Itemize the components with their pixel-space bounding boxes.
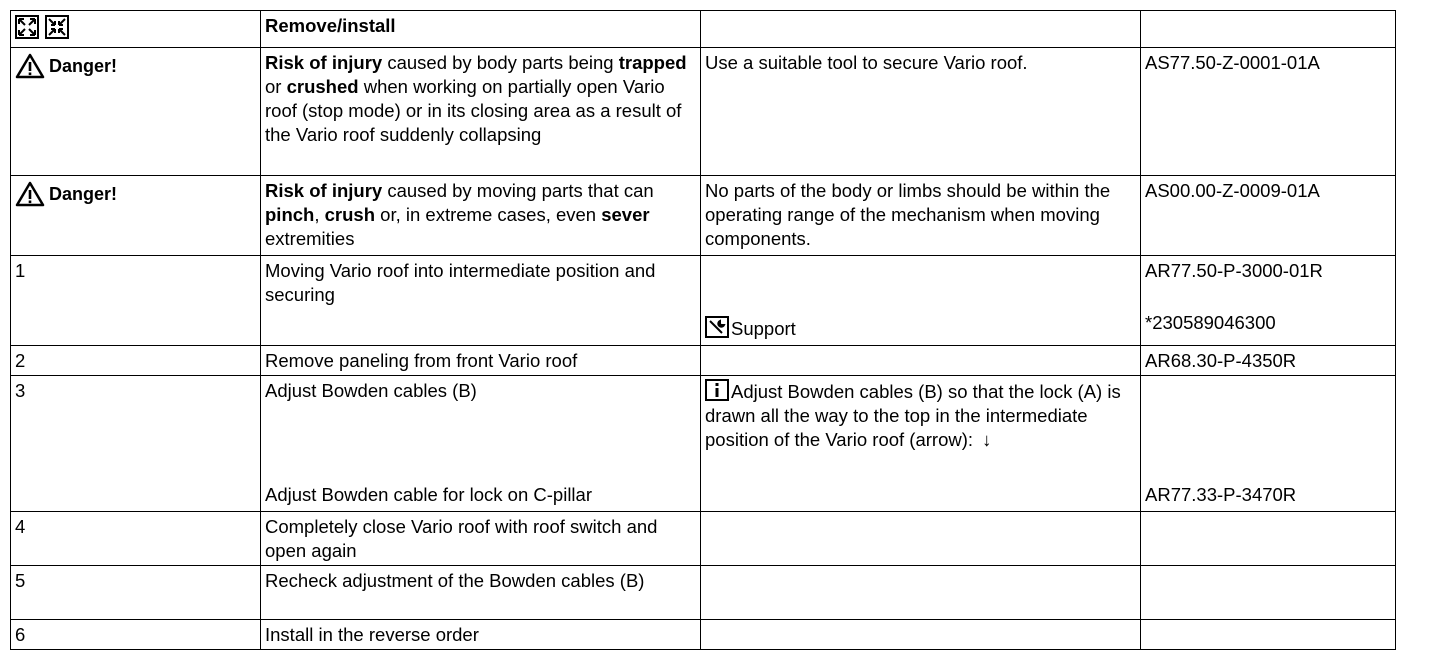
step-number xyxy=(11,620,261,650)
collapse-view-icon[interactable] xyxy=(45,15,69,39)
step-number xyxy=(11,256,261,346)
reference-link[interactable]: AS77.50-Z-0001-01A xyxy=(1145,52,1320,73)
danger-note-text: No parts of the body or limbs should be within the operating range of the mechanism when moving components. xyxy=(705,180,1111,249)
step-number xyxy=(11,566,261,620)
tool-item[interactable] xyxy=(705,318,796,339)
step-ref xyxy=(1141,512,1396,566)
step-note xyxy=(701,512,1141,566)
step-ref xyxy=(1141,256,1396,346)
header-title xyxy=(261,11,701,48)
step-ref xyxy=(1141,376,1396,512)
hazard-text: caused by moving parts that can xyxy=(387,180,654,201)
header-icons-cell xyxy=(11,11,261,48)
step-text xyxy=(261,346,701,376)
danger-description xyxy=(261,48,701,176)
step-number xyxy=(11,376,261,512)
arrow-down-icon: ↓ xyxy=(982,429,992,450)
hazard-term: crush xyxy=(324,204,376,225)
step-text xyxy=(261,376,701,512)
step-text-content: Recheck adjustment of the Bowden cables (B) xyxy=(265,570,645,591)
danger-row xyxy=(11,176,1396,256)
step-note xyxy=(701,620,1141,650)
hazard-text: extremities xyxy=(265,228,355,249)
step-text-content: Remove paneling from front Vario roof xyxy=(265,350,578,371)
hazard-term: trapped xyxy=(618,52,687,73)
hazard-term: crushed xyxy=(286,76,359,97)
danger-label-cell xyxy=(11,176,261,256)
step-tool-cell xyxy=(701,256,1141,346)
step-text-content: Install in the reverse order xyxy=(265,624,479,645)
step-number-text: 1 xyxy=(15,260,26,281)
danger-ref xyxy=(1141,176,1396,256)
info-icon xyxy=(705,379,729,401)
danger-ref xyxy=(1141,48,1396,176)
step-number-text: 3 xyxy=(15,380,26,401)
step-number-text: 5 xyxy=(15,570,26,591)
danger-label: Danger! xyxy=(49,56,118,76)
step-row xyxy=(11,512,1396,566)
warning-triangle-icon xyxy=(15,181,45,207)
danger-description xyxy=(261,176,701,256)
step-ref xyxy=(1141,566,1396,620)
substep-text: Adjust Bowden cable for lock on C-pillar xyxy=(265,484,592,505)
danger-label-cell xyxy=(11,48,261,176)
reference-link[interactable]: AR77.33-P-3470R xyxy=(1145,484,1297,505)
step-row xyxy=(11,256,1396,346)
warning-triangle-icon xyxy=(15,53,45,79)
hazard-term: pinch xyxy=(265,204,315,225)
step-number xyxy=(11,512,261,566)
step-text xyxy=(261,566,701,620)
step-note xyxy=(701,346,1141,376)
step-number-text: 2 xyxy=(15,350,26,371)
info-note-text: Adjust Bowden cables (B) so that the lock (A) is drawn all the way to the top in the intermediate position of the Vario roof (arrow): xyxy=(705,381,1121,450)
step-row xyxy=(11,346,1396,376)
tool-label: Support xyxy=(731,318,796,339)
hazard-term: sever xyxy=(601,204,650,225)
step-text-content: Completely close Vario roof with roof switch and open again xyxy=(265,516,658,561)
reference-link[interactable]: AS00.00-Z-0009-01A xyxy=(1145,180,1320,201)
step-ref xyxy=(1141,346,1396,376)
hazard-text: caused by body parts being xyxy=(387,52,619,73)
step-ref xyxy=(1141,620,1396,650)
step-text-content: Moving Vario roof into intermediate position and securing xyxy=(265,260,656,305)
hazard-term: Risk of injury xyxy=(265,52,388,73)
hazard-term: Risk of injury xyxy=(265,180,388,201)
header-col3 xyxy=(701,11,1141,48)
danger-note xyxy=(701,48,1141,176)
hazard-text: or xyxy=(265,76,287,97)
step-row xyxy=(11,566,1396,620)
expand-view-icon[interactable] xyxy=(15,15,39,39)
step-note xyxy=(701,566,1141,620)
special-tool-icon xyxy=(705,316,729,338)
danger-label: Danger! xyxy=(49,184,118,204)
tool-number: *230589046300 xyxy=(1145,312,1276,333)
hazard-text: , xyxy=(314,204,325,225)
work-instruction-table xyxy=(10,10,1396,650)
danger-row xyxy=(11,48,1396,176)
step-text-content: Adjust Bowden cables (B) xyxy=(265,380,477,401)
step-row xyxy=(11,376,1396,512)
danger-note-text: Use a suitable tool to secure Vario roof. xyxy=(705,52,1028,73)
step-text xyxy=(261,256,701,346)
header-col4 xyxy=(1141,11,1396,48)
page-title: Remove/install xyxy=(265,15,396,36)
step-number xyxy=(11,346,261,376)
reference-link[interactable]: AR77.50-P-3000-01R xyxy=(1145,260,1323,281)
danger-note xyxy=(701,176,1141,256)
step-text xyxy=(261,512,701,566)
header-row xyxy=(11,11,1396,48)
step-row xyxy=(11,620,1396,650)
step-text xyxy=(261,620,701,650)
hazard-text: or, in extreme cases, even xyxy=(375,204,602,225)
step-number-text: 4 xyxy=(15,516,26,537)
step-number-text: 6 xyxy=(15,624,26,645)
step-note xyxy=(701,376,1141,512)
hazard-text: when working on partially open Vario roof (stop mode) or in its closing area as a result of the Vario roof suddenly collapsing xyxy=(265,76,682,145)
reference-link[interactable]: AR68.30-P-4350R xyxy=(1145,350,1297,371)
